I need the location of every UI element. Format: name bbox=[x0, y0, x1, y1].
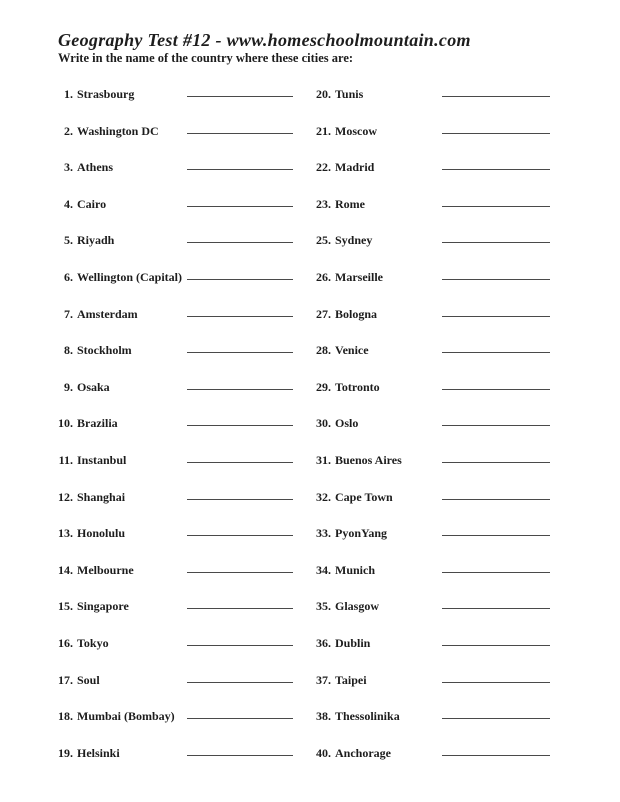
answer-blank-line[interactable] bbox=[442, 535, 550, 536]
question-label bbox=[56, 197, 106, 212]
question-label bbox=[56, 307, 138, 322]
answer-blank-line[interactable] bbox=[187, 316, 293, 317]
question-label bbox=[56, 343, 132, 358]
question-number: 10. bbox=[58, 416, 73, 431]
question-row bbox=[56, 194, 300, 231]
question-city: Amsterdam bbox=[77, 306, 138, 321]
question-row bbox=[56, 121, 300, 158]
question-row bbox=[314, 706, 558, 743]
question-city: Tunis bbox=[335, 87, 364, 101]
question-row bbox=[56, 413, 300, 450]
question-number: 26. bbox=[316, 269, 331, 284]
question-number: 28. bbox=[316, 343, 331, 358]
question-row bbox=[314, 194, 558, 231]
question-number: 15. bbox=[58, 599, 73, 614]
question-label bbox=[314, 746, 391, 761]
question-city: Melbourne bbox=[77, 562, 134, 577]
answer-blank-line[interactable] bbox=[442, 133, 550, 134]
question-city: Athens bbox=[77, 160, 114, 175]
question-number: 17. bbox=[58, 672, 73, 687]
question-label bbox=[56, 526, 125, 541]
question-number: 34. bbox=[316, 562, 331, 577]
question-city: Bologna bbox=[335, 306, 378, 321]
question-row bbox=[314, 267, 558, 304]
instructions-text: Write in the name of the country where these cities are: bbox=[58, 51, 354, 65]
page-title: Geography Test #12 - www.homeschoolmountain.com bbox=[58, 30, 471, 50]
answer-blank-line[interactable] bbox=[442, 645, 550, 646]
answer-blank-line[interactable] bbox=[442, 279, 550, 280]
answer-blank-line[interactable] bbox=[187, 572, 293, 573]
question-label bbox=[56, 563, 134, 578]
question-number: 4. bbox=[64, 196, 73, 211]
question-number: 31. bbox=[316, 452, 331, 467]
question-row bbox=[56, 84, 300, 121]
question-number: 23. bbox=[316, 196, 331, 211]
answer-blank-line[interactable] bbox=[442, 389, 550, 390]
answer-blank-line[interactable] bbox=[442, 499, 550, 500]
question-row bbox=[56, 743, 300, 780]
question-label bbox=[314, 599, 379, 614]
question-city: Stockholm bbox=[77, 343, 132, 358]
question-city: Soul bbox=[77, 672, 100, 687]
question-city: Riyadh bbox=[77, 233, 115, 248]
question-row bbox=[56, 304, 300, 341]
question-city: Cairo bbox=[77, 196, 107, 211]
answer-blank-line[interactable] bbox=[442, 425, 550, 426]
question-row bbox=[56, 560, 300, 597]
answer-blank-line[interactable] bbox=[187, 755, 293, 756]
question-label bbox=[314, 87, 363, 102]
question-row bbox=[314, 377, 558, 414]
question-number: 21. bbox=[316, 123, 331, 138]
question-number: 8. bbox=[64, 343, 73, 358]
question-city: Moscow bbox=[335, 123, 377, 138]
answer-blank-line[interactable] bbox=[442, 96, 550, 97]
question-city: Taipei bbox=[335, 672, 367, 687]
answer-blank-line[interactable] bbox=[187, 425, 293, 426]
question-number: 40. bbox=[316, 745, 331, 760]
question-label bbox=[56, 87, 134, 102]
question-city: Glasgow bbox=[335, 599, 380, 614]
answer-blank-line[interactable] bbox=[187, 682, 293, 683]
answer-blank-line[interactable] bbox=[187, 96, 293, 97]
question-number: 29. bbox=[316, 379, 331, 394]
answer-blank-line[interactable] bbox=[187, 352, 293, 353]
question-label bbox=[314, 160, 374, 175]
question-label bbox=[314, 197, 365, 212]
question-number: 14. bbox=[58, 562, 73, 577]
answer-blank-line[interactable] bbox=[442, 572, 550, 573]
question-label bbox=[314, 526, 387, 541]
answer-blank-line[interactable] bbox=[187, 499, 293, 500]
question-label bbox=[314, 380, 380, 395]
answer-blank-line[interactable] bbox=[187, 242, 293, 243]
question-row bbox=[56, 450, 300, 487]
question-row bbox=[56, 377, 300, 414]
question-row bbox=[314, 670, 558, 707]
question-city: Wellington (Capital) bbox=[77, 269, 183, 284]
question-label bbox=[314, 343, 369, 358]
question-city: Thessolinika bbox=[335, 709, 400, 724]
answer-blank-line[interactable] bbox=[187, 608, 293, 609]
question-city: Singapore bbox=[77, 599, 129, 614]
question-city: Totronto bbox=[335, 379, 380, 394]
question-city: Tokyo bbox=[77, 635, 109, 650]
question-number: 13. bbox=[58, 526, 73, 541]
question-city: Sydney bbox=[335, 233, 373, 248]
question-city: Osaka bbox=[77, 379, 110, 394]
question-number: 19. bbox=[58, 745, 73, 760]
question-label bbox=[314, 709, 400, 724]
answer-blank-line[interactable] bbox=[187, 462, 293, 463]
question-label bbox=[314, 636, 370, 651]
answer-blank-line[interactable] bbox=[442, 352, 550, 353]
question-row bbox=[56, 670, 300, 707]
question-city: Buenos Aires bbox=[335, 452, 402, 467]
question-city: Venice bbox=[335, 343, 369, 358]
question-row bbox=[56, 706, 300, 743]
question-row bbox=[314, 633, 558, 670]
answer-blank-line[interactable] bbox=[442, 608, 550, 609]
answer-blank-line[interactable] bbox=[187, 206, 293, 207]
question-number: 2. bbox=[64, 123, 73, 138]
answer-blank-line[interactable] bbox=[442, 242, 550, 243]
question-city: Strasbourg bbox=[77, 87, 135, 101]
question-label bbox=[314, 307, 377, 322]
question-label bbox=[56, 490, 125, 505]
question-number: 3. bbox=[64, 160, 73, 175]
question-city: Instanbul bbox=[77, 452, 127, 467]
question-row bbox=[56, 267, 300, 304]
question-row bbox=[314, 413, 558, 450]
question-label bbox=[56, 380, 110, 395]
question-row bbox=[56, 230, 300, 267]
answer-blank-line[interactable] bbox=[187, 279, 293, 280]
question-label bbox=[56, 416, 118, 431]
question-row bbox=[314, 523, 558, 560]
question-row bbox=[314, 340, 558, 377]
question-row bbox=[314, 157, 558, 194]
question-number: 38. bbox=[316, 709, 331, 724]
questions-column-left bbox=[56, 84, 300, 779]
question-number: 12. bbox=[58, 489, 73, 504]
answer-blank-line[interactable] bbox=[442, 755, 550, 756]
question-city: Shanghai bbox=[77, 489, 126, 504]
question-number: 6. bbox=[64, 269, 73, 284]
question-city: Dublin bbox=[335, 635, 371, 650]
question-label bbox=[314, 124, 377, 139]
question-number: 35. bbox=[316, 599, 331, 614]
answer-blank-line[interactable] bbox=[442, 462, 550, 463]
question-row bbox=[314, 560, 558, 597]
question-label bbox=[56, 599, 129, 614]
question-label bbox=[56, 673, 100, 688]
question-city: Honolulu bbox=[77, 526, 126, 541]
answer-blank-line[interactable] bbox=[442, 316, 550, 317]
question-row bbox=[56, 523, 300, 560]
question-label bbox=[314, 490, 393, 505]
question-label bbox=[56, 233, 114, 248]
question-number: 30. bbox=[316, 416, 331, 431]
question-label bbox=[56, 636, 109, 651]
question-city: Munich bbox=[335, 562, 376, 577]
question-number: 33. bbox=[316, 526, 331, 541]
questions-column-right bbox=[314, 84, 558, 779]
question-label bbox=[314, 233, 372, 248]
question-row bbox=[314, 304, 558, 341]
question-number: 36. bbox=[316, 635, 331, 650]
question-number: 22. bbox=[316, 160, 331, 175]
question-label bbox=[56, 124, 159, 139]
question-row bbox=[56, 157, 300, 194]
answer-blank-line[interactable] bbox=[442, 682, 550, 683]
question-number: 9. bbox=[64, 379, 73, 394]
question-city: Anchorage bbox=[335, 745, 391, 760]
answer-blank-line[interactable] bbox=[442, 206, 550, 207]
question-city: Rome bbox=[335, 196, 365, 211]
question-label bbox=[56, 709, 175, 724]
question-number: 25. bbox=[316, 233, 331, 248]
question-row bbox=[56, 340, 300, 377]
question-number: 37. bbox=[316, 672, 331, 687]
question-label bbox=[314, 270, 383, 285]
question-city: Oslo bbox=[335, 416, 359, 431]
question-city: Washington DC bbox=[77, 123, 159, 138]
question-number: 1. bbox=[64, 87, 73, 101]
question-city: Helsinki bbox=[77, 745, 120, 760]
question-label bbox=[56, 746, 120, 761]
question-row bbox=[314, 487, 558, 524]
question-row bbox=[314, 84, 558, 121]
question-row bbox=[56, 596, 300, 633]
question-label bbox=[314, 416, 358, 431]
question-row bbox=[314, 596, 558, 633]
question-number: 7. bbox=[64, 306, 73, 321]
question-row bbox=[314, 230, 558, 267]
question-number: 11. bbox=[58, 452, 73, 467]
answer-blank-line[interactable] bbox=[442, 169, 550, 170]
question-number: 32. bbox=[316, 489, 331, 504]
question-row bbox=[314, 450, 558, 487]
question-row bbox=[56, 633, 300, 670]
answer-blank-line[interactable] bbox=[187, 718, 293, 719]
question-city: Cape Town bbox=[335, 489, 393, 504]
question-city: Madrid bbox=[335, 160, 375, 175]
question-city: Mumbai (Bombay) bbox=[77, 709, 175, 724]
question-label bbox=[314, 453, 402, 468]
question-number: 20. bbox=[316, 87, 331, 101]
answer-blank-line[interactable] bbox=[187, 133, 293, 134]
question-row bbox=[314, 743, 558, 780]
answer-blank-line[interactable] bbox=[187, 535, 293, 536]
answer-blank-line[interactable] bbox=[187, 645, 293, 646]
answer-blank-line[interactable] bbox=[442, 718, 550, 719]
question-label bbox=[314, 673, 367, 688]
question-number: 18. bbox=[58, 709, 73, 724]
question-row bbox=[314, 121, 558, 158]
question-number: 16. bbox=[58, 635, 73, 650]
question-label bbox=[56, 160, 113, 175]
question-label bbox=[56, 453, 126, 468]
question-label bbox=[314, 563, 375, 578]
question-city: Brazilia bbox=[77, 416, 118, 431]
question-row bbox=[56, 487, 300, 524]
question-city: Marseille bbox=[335, 269, 383, 284]
answer-blank-line[interactable] bbox=[187, 169, 293, 170]
answer-blank-line[interactable] bbox=[187, 389, 293, 390]
question-label bbox=[56, 270, 182, 285]
question-number: 27. bbox=[316, 306, 331, 321]
question-number: 5. bbox=[64, 233, 73, 248]
question-city: PyonYang bbox=[335, 526, 388, 541]
